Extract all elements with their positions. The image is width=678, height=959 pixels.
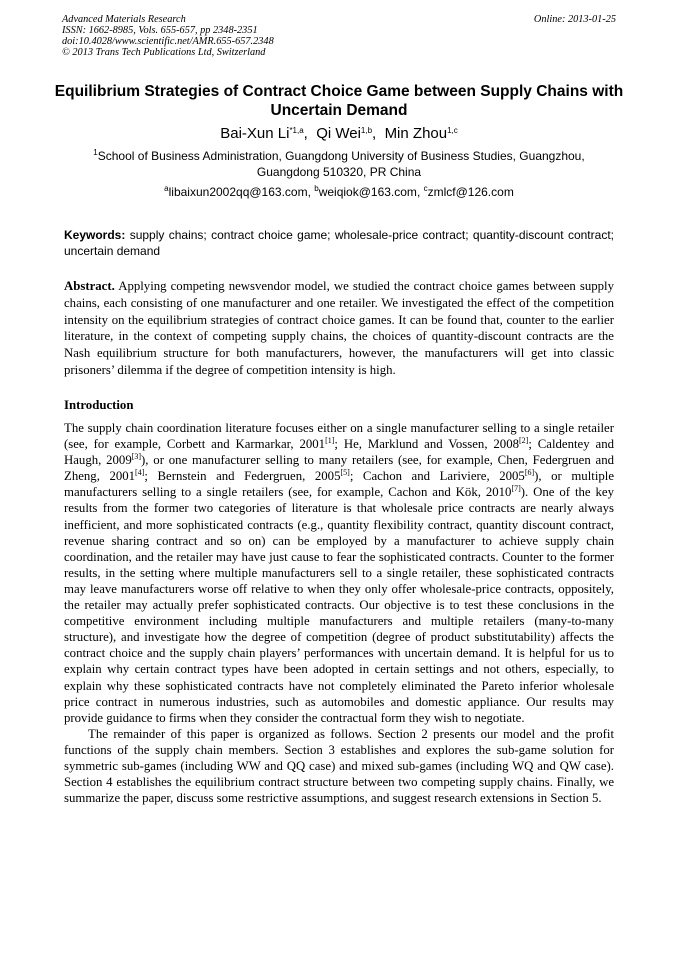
email-link[interactable]: zmlcf@126.com: [427, 185, 514, 199]
citation-ref[interactable]: [1]: [325, 436, 335, 446]
keywords-label: Keywords:: [64, 228, 126, 242]
abstract: [64, 278, 614, 379]
intro-paragraph-1: [64, 420, 614, 726]
journal-name: Advanced Materials Research: [62, 14, 186, 25]
keywords-text: supply chains; contract choice game; wholesale-price contract; quantity-discount contract; uncertain demand: [64, 228, 614, 258]
online-date: Online: 2013-01-25: [533, 14, 616, 25]
introduction-body: [64, 420, 614, 806]
intro-text: ), or one manufacturer selling to many retailers (see, for example, Chen, Federgruen and Zheng, 2001: [64, 453, 615, 484]
intro-text: ; He, Marklund and Vossen, 2008: [334, 437, 519, 452]
citation-ref[interactable]: [3]: [131, 452, 142, 462]
keywords: [64, 228, 614, 259]
doi-line: doi:10.4028/www.scientific.net/AMR.655-657.2348: [62, 36, 274, 47]
author-sup: 1,c: [447, 126, 458, 135]
abstract-text: Applying competing newsvendor model, we studied the contract choice games between supply chains, each consisting of one manufacturer and one retailer. We investigated the effect of the competition intensity on the equilibrium strategies of contract choice games. It can be found that, counter to the earlier literature, in the context of competing supply chains, the choices of quantity-discount contracts are the Nash equilibrium structure for both manufacturers, however, the manufacturers will get into classic prisoners’ dilemma if the degree of competition intensity is high.: [64, 279, 614, 377]
affiliation: [64, 149, 614, 180]
citation-ref[interactable]: [5]: [340, 468, 350, 478]
email-link[interactable]: weiqiok@163.com: [318, 185, 417, 199]
abstract-label: Abstract.: [64, 279, 115, 293]
author-emails: $^a$libaixun2002qq@163.com, $^b$weiqiok@163.com, $^c$zmlcf@126.com: [164, 184, 514, 199]
intro-text: ; Bernstein and Federgruen, 2005: [144, 469, 341, 484]
citation-ref[interactable]: [6]: [524, 468, 535, 478]
citation-ref[interactable]: [2]: [519, 436, 529, 446]
email-sup: c: [423, 184, 428, 193]
author-list: Bai-Xun Li$^{*1,a}$, Qi Wei$^{1,b}$, Min Zhou$^{1,c}$: [220, 125, 458, 142]
intro-text: ). One of the key results from the former two categories of literature is that wholesale price contracts are nearly always inefficient, and more sophisticated contracts (e.g., quantity flexibility contract, quantity discount contract, revenue sharing contract and so on) can be employed by a manufacturer to achieve supply chain coordination, and the retailer may have just cause to fear the sophisticated contracts. Counter to the former results, in the setting where multiple manufacturers sell to a single retailer, these sophisticated contracts may leave manufacturers worse off relative to when they only offer wholesale-price contracts, oppositely, the retailer may actually prefer sophisticated contracts. Our objective is to test these conclusions in the competitive environment including multiple manufacturers and multiple retailers (many-to-many structure), and investigate how the degree of competition (degree of product substitutability) affects the contract choice and the supply chain players’ performances with uncertain demand. It is helpful for us to explain why certain contract types have been adopted in certain settings and not others, especially, to explain why these sophisticated contracts have not completely eliminated the Pareto inferior wholesale price contract in numerous industries, such as automobiles and domestic appliance. Our results may provide guidance to firms when they consider the contractual form they wish to negotiate.: [64, 485, 614, 725]
citation-ref[interactable]: [7]: [511, 484, 521, 494]
journal-header: [62, 14, 616, 58]
author-name: Qi Wei: [316, 125, 361, 142]
intro-text: ; Caldentey and Haugh, 2009: [64, 437, 614, 468]
email-link[interactable]: libaixun2002qq@163.com: [168, 185, 308, 199]
author-sup: 1,b: [360, 126, 373, 135]
author-name: Min Zhou: [384, 125, 448, 142]
intro-text: ; Cachon and Lariviere, 2005: [349, 469, 525, 484]
copyright-line: © 2013 Trans Tech Publications Ltd, Switzerland: [62, 47, 266, 58]
author-sup: *1,a: [289, 126, 304, 135]
intro-text: ), or multiple manufacturers selling to a single retailers (see, for example, Cachon and Kök, 2010: [64, 469, 615, 500]
paper-title: Equilibrium Strategies of Contract Choice Game between Supply Chains with Uncertain Demand: [54, 83, 624, 119]
email-sup: b: [314, 184, 319, 193]
intro-paragraph-2: The remainder of this paper is organized as follows. Section 2 presents our model and the profit functions of the supply chain members. Section 3 establishes and explores the sub-game solution for symmetric sub-games (including WW and QQ case) and mixed sub-games (including WQ and QW case). Section 4 establishes the equilibrium contract structure between two competing supply chains. Finally, we summarize the paper, discuss some restrictive assumptions, and suggest research extensions in Section 5.: [64, 726, 614, 806]
author-name: Bai-Xun Li: [220, 125, 290, 142]
intro-text: The supply chain coordination literature focuses either on a single manufacturer selling to a single retailer (see, for example, Corbett and Karmarkar, 2001: [64, 421, 614, 452]
email-sup: a: [164, 184, 169, 193]
citation-ref[interactable]: [4]: [135, 468, 145, 478]
issn-line: ISSN: 1662-8985, Vols. 655-657, pp 2348-2351: [62, 25, 258, 36]
affiliation-text: School of Business Administration, Guangdong University of Business Studies, Guangzhou, Guangdong 510320, PR China: [97, 149, 585, 179]
section-heading-introduction: Introduction: [64, 398, 134, 412]
affiliation-sup: 1: [93, 148, 98, 157]
